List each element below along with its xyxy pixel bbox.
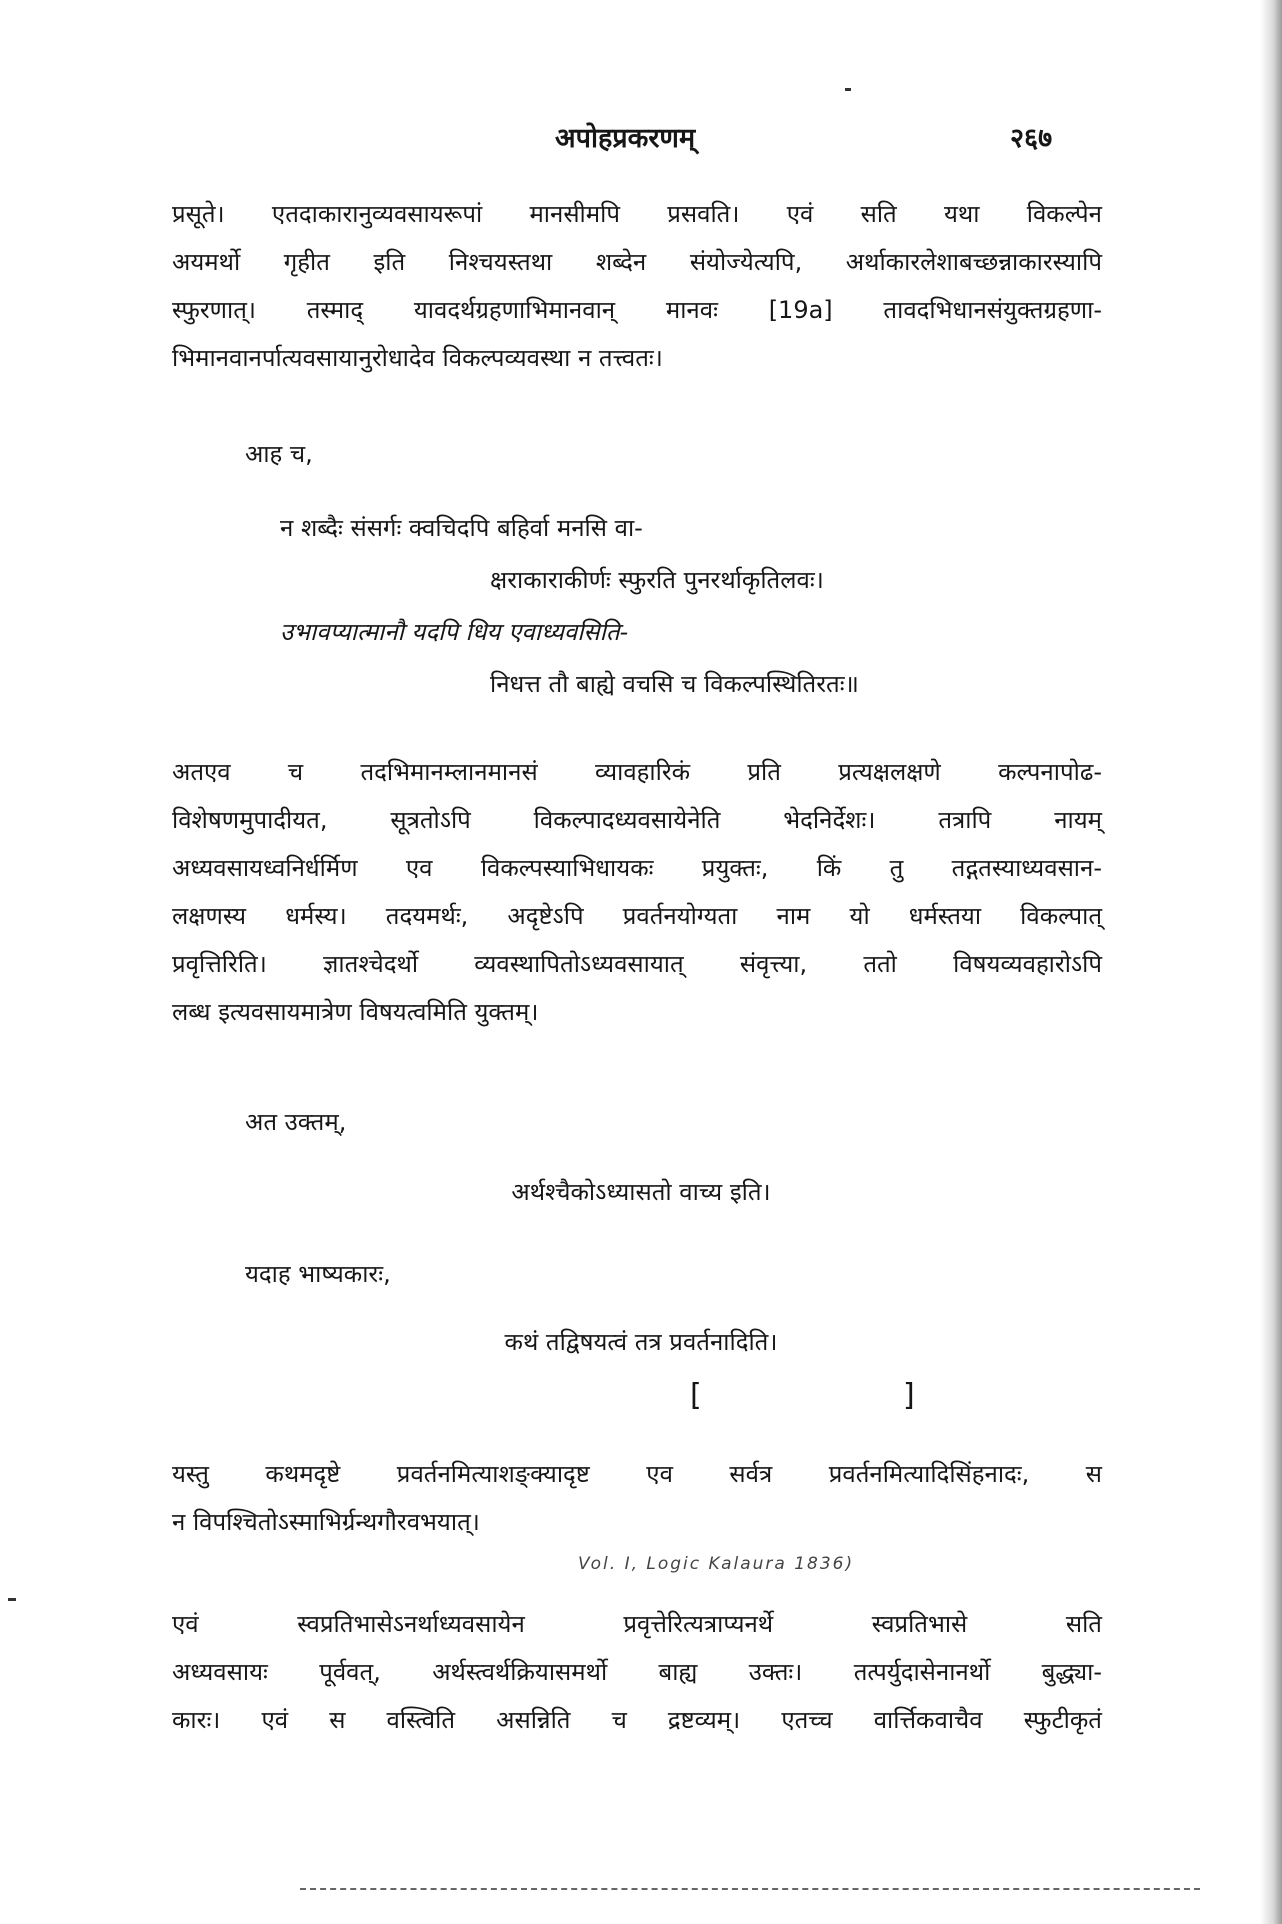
- verse-line: क्षराकाराकीर्णः स्फुरति पुनरर्थाकृतिलवः।: [490, 566, 824, 594]
- paragraph-4: [172, 1600, 1102, 1744]
- paragraph-3: [172, 1450, 1102, 1546]
- verse-block: [280, 502, 1060, 710]
- text-line: न विपश्चितोऽस्माभिर्ग्रन्थगौरवभयात्।: [172, 1508, 480, 1536]
- text-line: यस्तु कथमदृष्टे प्रवर्तनमित्याशङ्क्यादृष्ट एव सर्वत्र प्रवर्तनमित्यादिसिंहनादः, स: [172, 1460, 1102, 1488]
- text-line: प्रसूते। एतदाकारानुव्यवसायरूपां मानसीमपि प्रसवति। एवं सति यथा विकल्पेन: [172, 200, 1102, 228]
- scan-speck: [845, 88, 851, 91]
- text-line: अध्यवसायध्वनिर्धर्मिण एव विकल्पस्याभिधायकः प्रयुक्तः, किं तु तद्गतस्याध्यवसान-: [172, 854, 1102, 882]
- running-head: अपोहप्रकरणम्: [555, 123, 696, 154]
- lead-in-ata-uktam: अत उक्तम्,: [245, 1108, 347, 1136]
- verse-line: न शब्दैः संसर्गः क्वचिदपि बहिर्वा मनसि वा-: [280, 514, 643, 542]
- text-line: स्फुरणात्। तस्माद् यावदर्थग्रहणाभिमानवान् मानवः [19a] तावदभिधानसंयुक्तग्रहणा-: [172, 296, 1102, 324]
- text-line: अतएव च तदभिमानम्लानमानसं व्यावहारिकं प्रति प्रत्यक्षलक्षणे कल्पनापोढ-: [172, 758, 1102, 786]
- lacuna-bracket-left: [: [690, 1378, 702, 1413]
- page-number: २६७: [1010, 123, 1053, 154]
- text-line: लब्ध इत्यवसायमात्रेण विषयत्वमिति युक्तम्।: [172, 998, 539, 1026]
- text-line: लक्षणस्य धर्मस्य। तदयमर्थः, अदृष्टेऽपि प्रवर्तनयोग्यता नाम यो धर्मस्तया विकल्पात्: [172, 902, 1102, 930]
- text-line: प्रवृत्तिरिति। ज्ञातश्चेदर्थो व्यवस्थापितोऽध्यवसायात् संवृत्त्या, ततो विषयव्यवहारोऽपि: [172, 950, 1102, 978]
- verse-line: उभावप्यात्मानौ यदपि धिय एवाध्यवसिति-: [280, 618, 629, 646]
- paragraph-1: [172, 190, 1102, 382]
- scan-page-edge: [1260, 0, 1282, 1924]
- text-line: एवं स्वप्रतिभासेऽनर्थाध्यवसायेन प्रवृत्तेरित्यत्राप्यनर्थे स्वप्रतिभासे सति: [172, 1610, 1102, 1638]
- text-line: कारः। एवं स वस्त्विति असन्निति च द्रष्टव्यम्। एतच्च वार्त्तिकवाचैव स्फुटीकृतं: [172, 1706, 1102, 1734]
- lacuna-bracket-right: ]: [903, 1378, 915, 1413]
- text-line: अध्यवसायः पूर्ववत्, अर्थस्त्वर्थक्रियासमर्थो बाह्य उक्तः। तत्पर्युदासेनानर्थो बुद्ध्या-: [172, 1658, 1102, 1686]
- scan-speck: [8, 1598, 16, 1601]
- paragraph-2: [172, 748, 1102, 1036]
- quote-katham: कथं तद्विषयत्वं तत्र प्रवर्तनादिति।: [504, 1328, 778, 1356]
- scan-edge-line: [300, 1888, 1200, 1890]
- text-line: भिमानवानर्पात्यवसायानुरोधादेव विकल्पव्यवस्था न तत्त्वतः।: [172, 344, 663, 372]
- quote-artha: अर्थश्चैकोऽध्यासतो वाच्य इति।: [511, 1178, 771, 1206]
- verse-line: निधत्त तौ बाह्ये वचसि च विकल्पस्थितिरतः॥: [490, 670, 859, 698]
- text-line: विशेषणमुपादीयत, सूत्रतोऽपि विकल्पादध्यवसायेनेति भेदनिर्देशः। तत्रापि नायम्: [172, 806, 1102, 834]
- text-line: अयमर्थो गृहीत इति निश्चयस्तथा शब्देन संयोज्येत्यपि, अर्थाकारलेशाबच्छन्नाकारस्यापि: [172, 248, 1102, 276]
- page-header: [0, 118, 1282, 158]
- lead-in-aah-cha: आह च,: [245, 440, 313, 468]
- lead-in-bhashyakara: यदाह भाष्यकारः,: [245, 1260, 391, 1288]
- handwritten-note: Vol. I, Logic Kalaura 1836): [578, 1554, 855, 1574]
